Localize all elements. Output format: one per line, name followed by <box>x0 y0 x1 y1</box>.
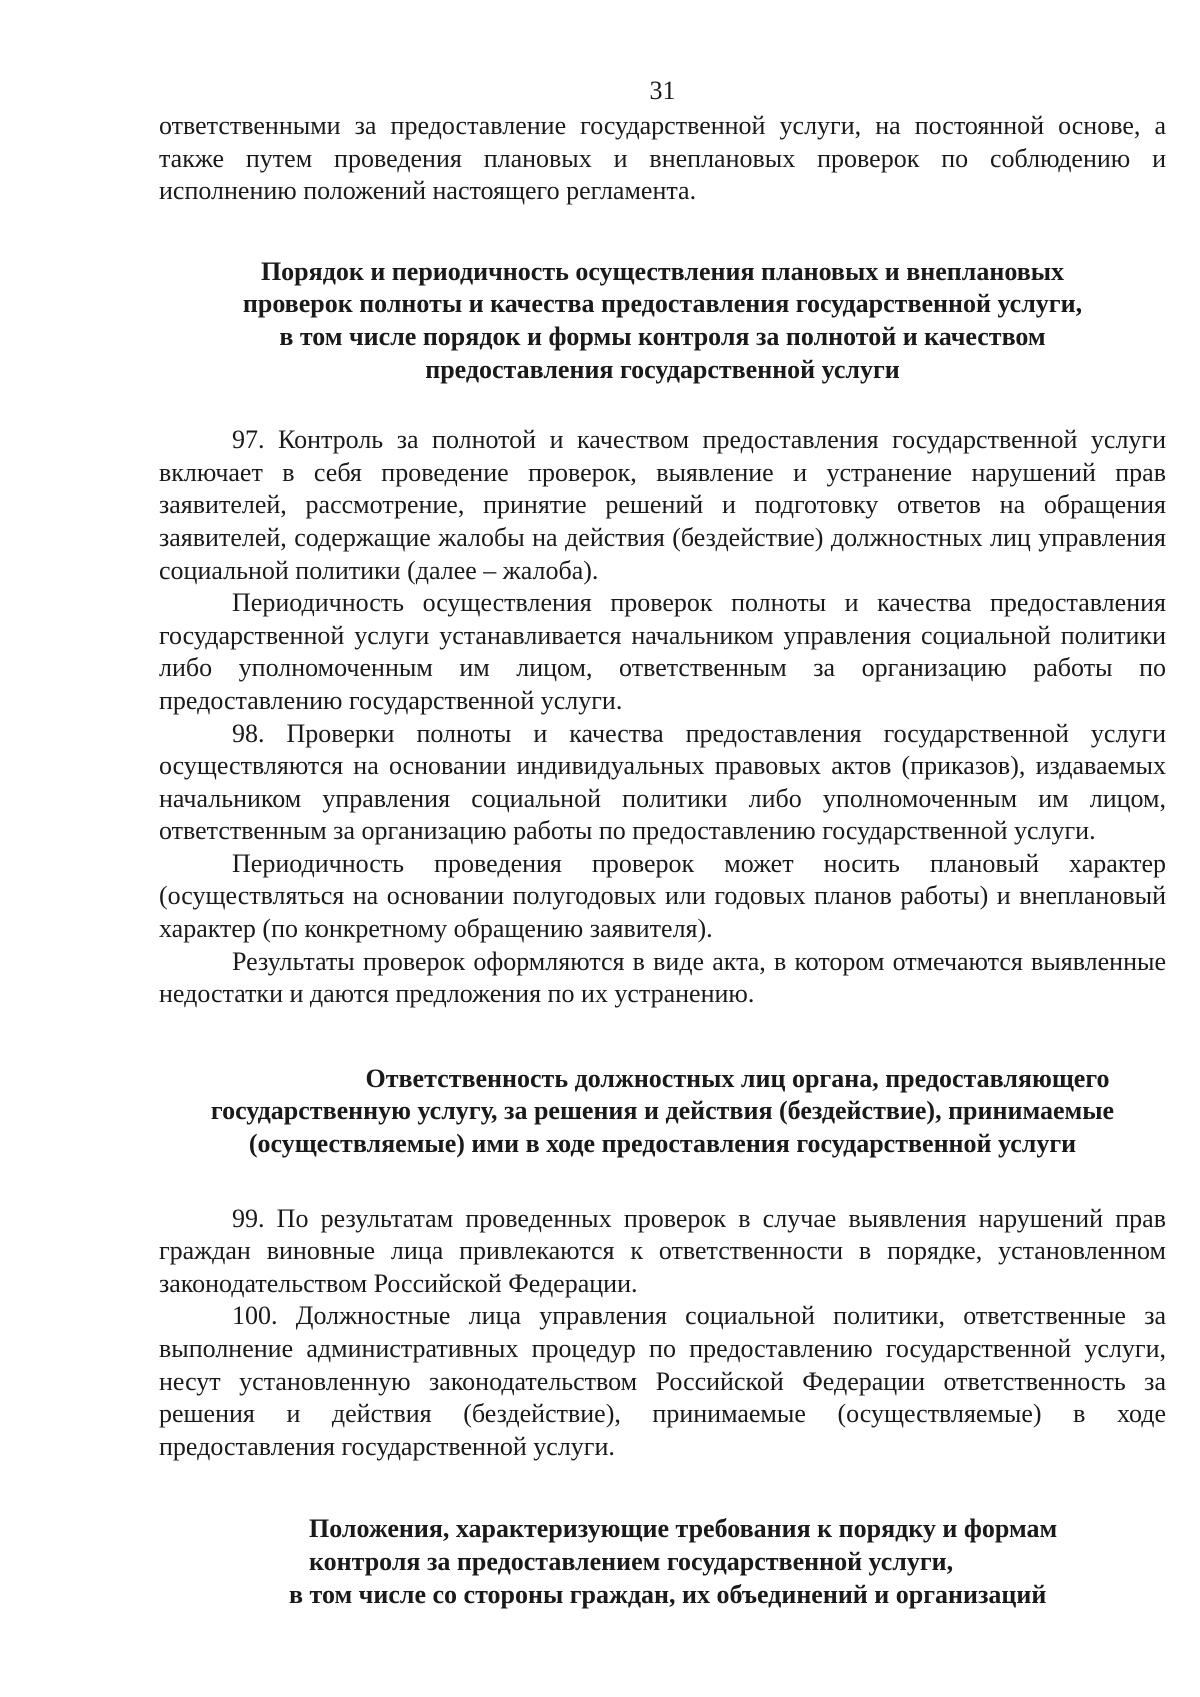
section-heading-inspections <box>159 256 1166 386</box>
heading-line: проверок полноты и качества предоставления государственной услуги, <box>242 289 1083 319</box>
paragraph-inspection-type: Периодичность проведения проверок может носить плановый характер (осуществляться на основании полугодовых или годовых планов работы) и внеплановый характер (по конкретному обращению заявителя). <box>159 848 1166 944</box>
intro-paragraph: ответственными за предоставление государственной услуги, на постоянной основе, а также путем проведения плановых и внеплановых проверок по соблюдению и исполнению положений настоящего регламента. <box>159 111 1166 206</box>
heading-line: Ответственность должностных лиц органа, предоставляющего <box>365 1063 1110 1093</box>
heading-line: предоставления государственной услуги <box>425 354 900 384</box>
section-heading-control-requirements <box>159 1513 1166 1611</box>
heading-line: Положения, характеризующие требования к порядку и формам <box>309 1514 1058 1544</box>
heading-line: в том числе порядок и формы контроля за полнотой и качеством <box>279 321 1046 351</box>
paragraph-99: 99. По результатам проведенных проверок в случае выявления нарушений прав граждан виновные лица привлекаются к ответственности в порядке, установленном законодательством Российской Федерации. <box>159 1203 1166 1298</box>
paragraph-periodicity: Периодичность осуществления проверок полноты и качества предоставления государственной услуги устанавливается начальником управления социальной политики либо уполномоченным им лицом, ответственным за организацию работы по предоставлению государственной услуги. <box>159 588 1166 715</box>
paragraph-100: 100. Должностные лица управления социальной политики, ответственные за выполнение административных процедур по предоставлению государственной услуги, несут установленную законодательством Российской Федерации ответственность за решения и действия (бездействие), принимаемые (осуществляемые) в ходе предоставления государственной услуги. <box>159 1301 1166 1461</box>
heading-line: (осуществляемые) ими в ходе предоставления государственной услуги <box>248 1129 1077 1159</box>
heading-line: контроля за предоставлением государственной услуги, <box>309 1546 954 1576</box>
page-number: 31 <box>649 76 676 105</box>
paragraph-results: Результаты проверок оформляются в виде акта, в котором отмечаются выявленные недостатки и даются предложения по их устранению. <box>159 946 1166 1009</box>
paragraph-98: 98. Проверки полноты и качества предоставления государственной услуги осуществляются на основании индивидуальных правовых актов (приказов), издаваемых начальником управления социальной политики либо уполномоченным им лицом, ответственным за организацию работы по предоставлению государственной услуги. <box>159 718 1166 846</box>
heading-line: в том числе со стороны граждан, их объединений и организаций <box>289 1579 1047 1609</box>
heading-line: Порядок и периодичность осуществления плановых и внеплановых <box>260 256 1065 286</box>
paragraph-97: 97. Контроль за полнотой и качеством предоставления государственной услуги включает в себя проведение проверок, выявление и устранение нарушений прав заявителей, рассмотрение, принятие решений и подготовку ответов на обращения заявителей, содержащие жалобы на действия (бездействие) должностных лиц управления социальной политики (далее – жалоба). <box>159 425 1166 585</box>
section-heading-responsibility <box>159 1063 1166 1161</box>
page-content <box>159 72 1166 1611</box>
heading-line: государственную услугу, за решения и действия (бездействие), принимаемые <box>210 1096 1115 1126</box>
